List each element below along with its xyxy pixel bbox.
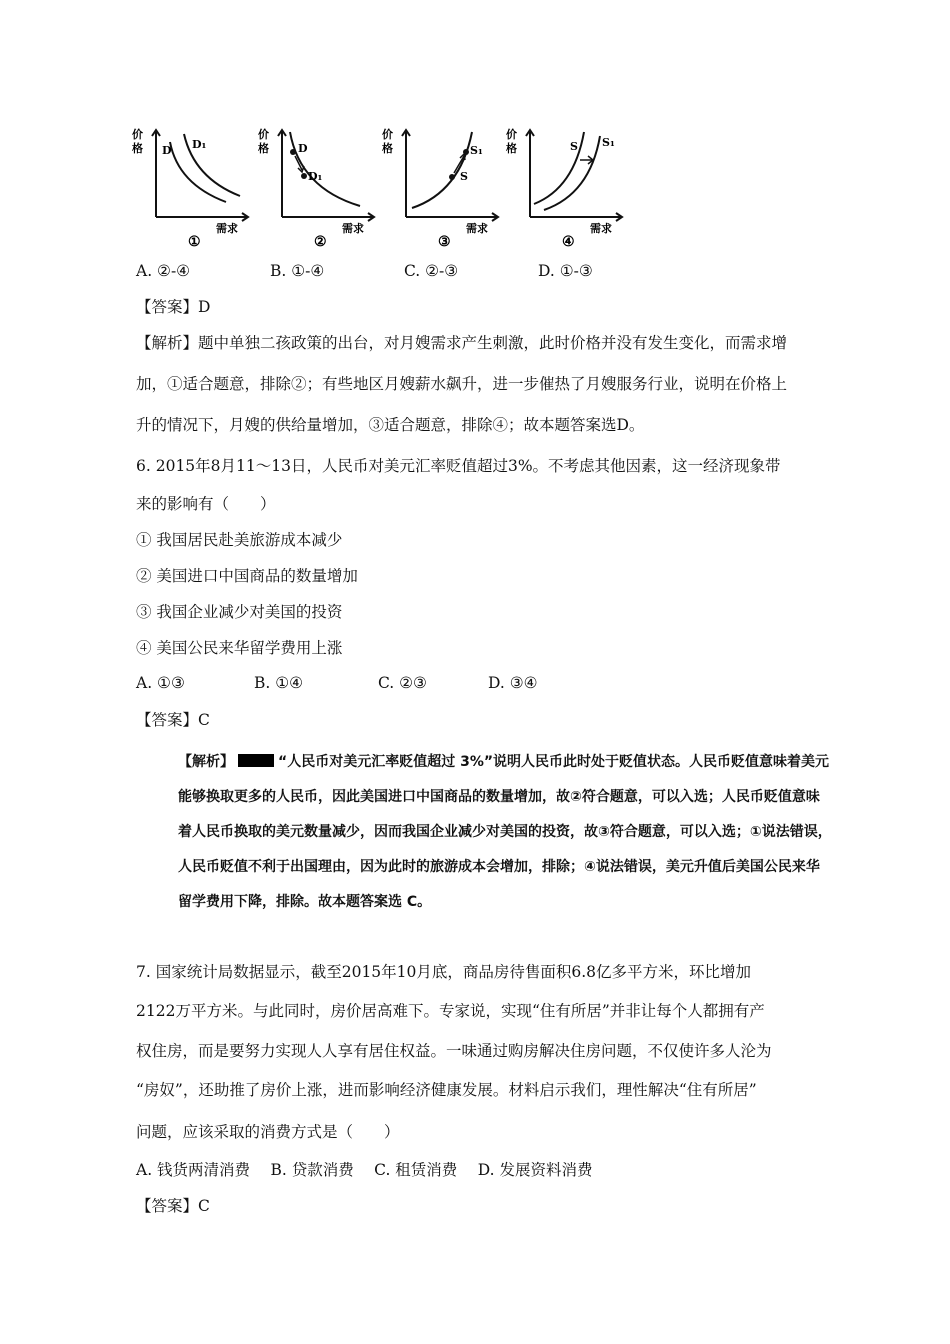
q6-stem-line-2: 来的影响有（ ） bbox=[136, 495, 276, 513]
q5-analysis-line-1: 【解析】题中单独二孩政策的出台，对月嫂需求产生刺激，此时价格并没有发生变化，而需求增 bbox=[136, 334, 788, 352]
q6-answer: 【答案】C bbox=[136, 711, 210, 729]
q5-answer: 【答案】D bbox=[136, 298, 211, 316]
q6-option-d: D. ③④ bbox=[488, 674, 538, 692]
q6-stem-line-1: 6. 2015年8月11～13日，人民币对美元汇率贬值超过3%。不考虑其他因素，这一经济现象带 bbox=[136, 457, 781, 475]
figure-4-curve-label-s: S bbox=[570, 140, 578, 153]
figure-4-ylabel-top: 价 bbox=[506, 128, 517, 141]
figure-4 bbox=[504, 122, 626, 250]
figure-3-number: ③ bbox=[438, 234, 451, 250]
q6-item-4: ④ 美国公民来华留学费用上涨 bbox=[136, 639, 343, 657]
figure-3-curve-label-s: S bbox=[460, 170, 468, 183]
q7-stem-line-3: 权住房，而是要努力实现人人享有居住权益。一味通过购房解决住房问题，不仅使许多人沦为 bbox=[136, 1042, 772, 1060]
figure-1-ylabel-top: 价 bbox=[132, 128, 143, 141]
q6-analysis-line-3: 着人民币换取的美元数量减少，因而我国企业减少对美国的投资，故③符合题意，可以入选；①说法错误， bbox=[178, 824, 832, 840]
q5-option-c: C. ②-③ bbox=[404, 262, 459, 280]
q6-analysis-head: 【解析】 bbox=[178, 754, 234, 770]
q5-analysis-line-3: 升的情况下，月嫂的供给量增加，③适合题意，排除④；故本题答案选D。 bbox=[136, 416, 645, 434]
q6-analysis-line-2: 能够换取更多的人民币，因此美国进口中国商品的数量增加，故②符合题意，可以入选；人民币贬值意味 bbox=[178, 789, 820, 805]
q6-option-a: A. ①③ bbox=[136, 674, 185, 692]
figure-2-number: ② bbox=[314, 234, 327, 250]
figure-1-ylabel-bottom: 格 bbox=[132, 142, 143, 155]
q5-option-d: D. ①-③ bbox=[538, 262, 593, 280]
figure-2-ylabel-bottom: 格 bbox=[258, 142, 269, 155]
figure-2-ylabel-top: 价 bbox=[258, 128, 269, 141]
redaction-block bbox=[238, 754, 274, 767]
q5-option-b: B. ①-④ bbox=[270, 262, 325, 280]
q7-stem-line-2: 2122万平方米。与此同时，房价居高难下。专家说，实现“住有所居”并非让每个人都拥有产 bbox=[136, 1002, 765, 1020]
figure-3 bbox=[380, 122, 502, 250]
figure-2-curve-label-d1: D₁ bbox=[308, 170, 323, 183]
q7-answer: 【答案】C bbox=[136, 1197, 210, 1215]
figure-4-number: ④ bbox=[562, 234, 575, 250]
q6-item-1: ① 我国居民赴美旅游成本减少 bbox=[136, 531, 343, 549]
q7-stem-line-1: 7. 国家统计局数据显示，截至2015年10月底，商品房待售面积6.8亿多平方米，环比增加 bbox=[136, 963, 752, 981]
q5-analysis-line-2: 加，①适合题意，排除②；有些地区月嫂薪水飙升，进一步催热了月嫂服务行业，说明在价格上 bbox=[136, 375, 788, 393]
q7-options: A. 钱货两清消费 B. 贷款消费 C. 租赁消费 D. 发展资料消费 bbox=[136, 1161, 593, 1179]
figure-3-ylabel-bottom: 格 bbox=[382, 142, 393, 155]
q6-analysis-line-5: 留学费用下降，排除。故本题答案选 C。 bbox=[178, 894, 432, 910]
q6-analysis-line-1 bbox=[178, 752, 868, 772]
figure-1-curve-label-d1: D₁ bbox=[192, 138, 207, 151]
q6-option-b: B. ①④ bbox=[254, 674, 304, 692]
q6-option-c: C. ②③ bbox=[378, 674, 427, 692]
figure-1 bbox=[130, 122, 252, 250]
q6-analysis-first: “人民币对美元汇率贬值超过 3%”说明人民币此时处于贬值状态。人民币贬值意味着美元 bbox=[278, 754, 830, 770]
figure-2 bbox=[256, 122, 378, 250]
figure-3-curve-label-s1: S₁ bbox=[470, 144, 483, 157]
figure-3-ylabel-top: 价 bbox=[382, 128, 393, 141]
figure-4-curve-label-s1: S₁ bbox=[602, 136, 615, 149]
q7-stem-line-4: “房奴”，还助推了房价上涨，进而影响经济健康发展。材料启示我们，理性解决“住有所居” bbox=[136, 1081, 757, 1099]
figure-1-number: ① bbox=[188, 234, 201, 250]
figure-2-curve-label-d: D bbox=[298, 142, 308, 155]
figure-4-ylabel-bottom: 格 bbox=[506, 142, 517, 155]
figure-2-xlabel: 需求 bbox=[342, 222, 364, 235]
q6-analysis-line-4: 人民币贬值不利于出国理由，因为此时的旅游成本会增加，排除；④说法错误，美元升值后美国公民来华 bbox=[178, 859, 820, 875]
figure-1-curve-d bbox=[170, 142, 226, 202]
q5-option-a: A. ②-④ bbox=[136, 262, 191, 280]
q7-stem-line-5: 问题，应该采取的消费方式是（ ） bbox=[136, 1123, 400, 1141]
figure-3-xlabel: 需求 bbox=[466, 222, 488, 235]
figure-1-curve-label-d: D bbox=[162, 144, 172, 157]
q6-item-2: ② 美国进口中国商品的数量增加 bbox=[136, 567, 358, 585]
q6-item-3: ③ 我国企业减少对美国的投资 bbox=[136, 603, 343, 621]
figure-4-xlabel: 需求 bbox=[590, 222, 612, 235]
figure-1-xlabel: 需求 bbox=[216, 222, 238, 235]
